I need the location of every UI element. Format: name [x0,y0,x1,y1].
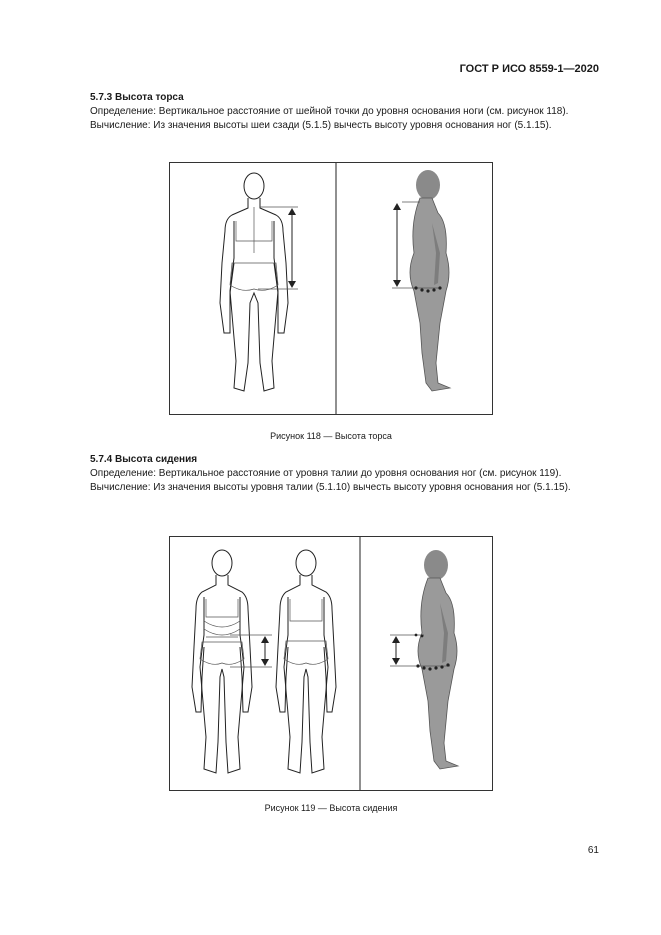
definition-text: Определение: Вертикальное расстояние от шейной точки до уровня основания ноги (см. рисунок 118). [90,106,569,117]
calculation-text: Вычисление: Из значения высоты уровня талии (5.1.10) вычесть высоту уровня основания ног (5.1.15). [90,482,571,493]
figure-119 [169,536,493,791]
document-header: ГОСТ Р ИСО 8559-1—2020 [459,63,599,75]
section-5-7-3 [64,91,599,133]
back-view-figure [276,550,336,773]
figure-119-caption: Рисунок 119 — Высота сидения [264,803,398,813]
section-5-7-4 [64,453,599,495]
figure-118 [169,162,493,415]
calculation-text: Вычисление: Из значения высоты шеи сзади (5.1.5) вычесть высоту уровня основания ног (5.1.15). [90,120,552,131]
figure-118-caption: Рисунок 118 — Высота торса [270,431,392,441]
front-view-figure [192,550,252,773]
back-view-figure [220,173,288,391]
section-heading: 5.7.4 Высота сидения [90,454,198,465]
side-view-scan [418,550,458,769]
definition-text: Определение: Вертикальное расстояние от уровня талии до уровня основания ног (см. рисунок 119). [90,468,562,479]
page-number: 61 [587,845,599,856]
section-heading: 5.7.3 Высота торса [90,92,184,103]
side-view-scan [410,170,450,391]
